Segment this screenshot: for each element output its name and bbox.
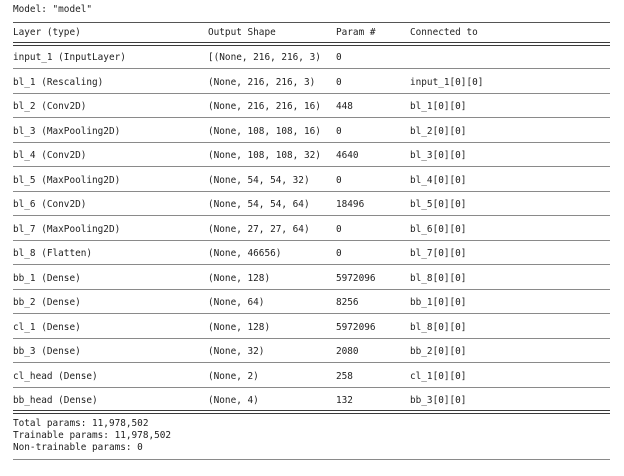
output-shape-cell: (None, 216, 216, 3) — [208, 77, 316, 88]
param-count-cell: 2080 — [336, 346, 359, 357]
output-shape-cell: (None, 46656) — [208, 248, 282, 259]
layer-name-cell: bb_head (Dense) — [13, 395, 98, 406]
footer-double-rule — [13, 410, 610, 414]
connected-to-cell: cl_1[0][0] — [410, 371, 467, 382]
layer-name-cell: bl_7 (MaxPooling2D) — [13, 224, 121, 235]
connected-to-cell: bl_1[0][0] — [410, 101, 467, 112]
row-separator — [13, 68, 610, 69]
output-shape-cell: (None, 54, 54, 32) — [208, 175, 310, 186]
connected-to-cell: bl_5[0][0] — [410, 199, 467, 210]
connected-to-cell: bb_2[0][0] — [410, 346, 467, 357]
layer-name-cell: bl_5 (MaxPooling2D) — [13, 175, 121, 186]
model-title: Model: "model" — [13, 4, 93, 15]
output-shape-cell: (None, 128) — [208, 322, 271, 333]
row-separator — [13, 166, 610, 167]
layer-name-cell: bb_3 (Dense) — [13, 346, 81, 357]
output-shape-cell: (None, 32) — [208, 346, 265, 357]
output-shape-cell: (None, 54, 54, 64) — [208, 199, 310, 210]
row-separator — [13, 93, 610, 94]
param-count-cell: 132 — [336, 395, 353, 406]
layer-name-cell: input_1 (InputLayer) — [13, 52, 126, 63]
layer-name-cell: bl_1 (Rescaling) — [13, 77, 104, 88]
total-params: Total params: 11,978,502 — [13, 418, 149, 429]
layer-name-cell: cl_head (Dense) — [13, 371, 98, 382]
param-count-cell: 18496 — [336, 199, 365, 210]
row-separator — [13, 215, 610, 216]
layer-name-cell: bb_2 (Dense) — [13, 297, 81, 308]
output-shape-cell: (None, 2) — [208, 371, 259, 382]
trainable-params: Trainable params: 11,978,502 — [13, 430, 172, 441]
param-count-cell: 0 — [336, 77, 342, 88]
row-separator — [13, 338, 610, 339]
layer-name-cell: bl_4 (Conv2D) — [13, 150, 87, 161]
param-count-cell: 4640 — [336, 150, 359, 161]
header-param: Param # — [336, 27, 376, 38]
connected-to-cell: bb_1[0][0] — [410, 297, 467, 308]
param-count-cell: 448 — [336, 101, 353, 112]
row-separator — [13, 289, 610, 290]
param-count-cell: 0 — [336, 224, 342, 235]
output-shape-cell: (None, 108, 108, 16) — [208, 126, 321, 137]
row-separator — [13, 387, 610, 388]
connected-to-cell: bl_3[0][0] — [410, 150, 467, 161]
connected-to-cell: input_1[0][0] — [410, 77, 484, 88]
row-separator — [13, 240, 610, 241]
param-count-cell: 0 — [336, 126, 342, 137]
connected-to-cell: bl_4[0][0] — [410, 175, 467, 186]
connected-to-cell: bl_7[0][0] — [410, 248, 467, 259]
layer-name-cell: bl_6 (Conv2D) — [13, 199, 87, 210]
non-trainable-params: Non-trainable params: 0 — [13, 442, 143, 453]
header-double-rule — [13, 42, 610, 46]
output-shape-cell: (None, 27, 27, 64) — [208, 224, 310, 235]
top-rule — [13, 22, 610, 23]
param-count-cell: 0 — [336, 248, 342, 259]
row-separator — [13, 117, 610, 118]
output-shape-cell: (None, 108, 108, 32) — [208, 150, 321, 161]
layer-name-cell: bl_8 (Flatten) — [13, 248, 93, 259]
header-output-shape: Output Shape — [208, 27, 276, 38]
layer-name-cell: bl_3 (MaxPooling2D) — [13, 126, 121, 137]
row-separator — [13, 142, 610, 143]
connected-to-cell: bl_8[0][0] — [410, 322, 467, 333]
row-separator — [13, 264, 610, 265]
layer-name-cell: cl_1 (Dense) — [13, 322, 81, 333]
output-shape-cell: (None, 64) — [208, 297, 265, 308]
output-shape-cell: (None, 128) — [208, 273, 271, 284]
layer-name-cell: bb_1 (Dense) — [13, 273, 81, 284]
param-count-cell: 0 — [336, 52, 342, 63]
connected-to-cell: bl_8[0][0] — [410, 273, 467, 284]
row-separator — [13, 362, 610, 363]
connected-to-cell: bl_2[0][0] — [410, 126, 467, 137]
param-count-cell: 5972096 — [336, 322, 376, 333]
row-separator — [13, 191, 610, 192]
header-layer: Layer (type) — [13, 27, 81, 38]
output-shape-cell: (None, 4) — [208, 395, 259, 406]
layer-name-cell: bl_2 (Conv2D) — [13, 101, 87, 112]
output-shape-cell: (None, 216, 216, 16) — [208, 101, 321, 112]
param-count-cell: 258 — [336, 371, 353, 382]
output-shape-cell: [(None, 216, 216, 3) — [208, 52, 321, 63]
connected-to-cell: bb_3[0][0] — [410, 395, 467, 406]
header-connected-to: Connected to — [410, 27, 478, 38]
param-count-cell: 0 — [336, 175, 342, 186]
param-count-cell: 5972096 — [336, 273, 376, 284]
row-separator — [13, 313, 610, 314]
connected-to-cell: bl_6[0][0] — [410, 224, 467, 235]
bottom-rule — [13, 459, 610, 460]
param-count-cell: 8256 — [336, 297, 359, 308]
